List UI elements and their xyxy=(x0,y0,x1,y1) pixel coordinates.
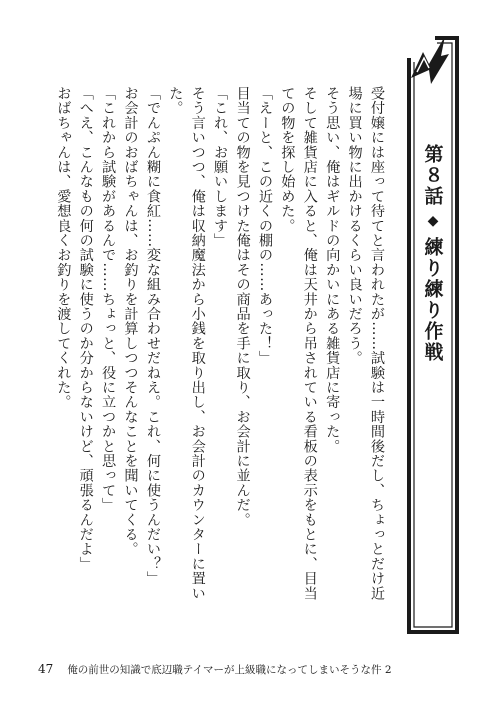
paragraph: 受付嬢には座って待てと言われたが……試験は一時間後だし、ちょっとだけ近場に買い物に出かけるくらい良いだろう。 xyxy=(346,86,385,601)
book-title: 俺の前世の知識で底辺職テイマーが上級職になってしまいそうな件 2 xyxy=(67,664,392,676)
page-footer xyxy=(38,662,392,677)
paragraph: 目当ての物を見つけた俺はその商品を手に取り、お会計に並んだ。 xyxy=(234,86,251,527)
chapter-name: 練り練り作戦 xyxy=(421,237,444,363)
paragraph: 「これから試験があるんで……ちょっと、役に立つかと思って」 xyxy=(100,86,117,513)
chapter-title xyxy=(413,144,453,363)
paragraph: 「えーと、この近くの棚の……あった！」 xyxy=(256,86,273,366)
paragraph: そう思い、俺はギルドの向かいにある雑貨店に寄った。 xyxy=(324,86,341,454)
paragraph: 「これ、お願いします」 xyxy=(212,86,229,248)
paragraph: 「へえ、こんなもの何の試験に使うのか分からないけど、頑張るんだよ」 xyxy=(77,86,94,572)
paragraph: 「でんぷん糊に食紅……変な組み合わせだねえ。これ、何に使うんだい？」 xyxy=(144,86,161,586)
body-text xyxy=(52,86,388,606)
diamond-icon: ◆ xyxy=(425,213,441,231)
chapter-heading-box xyxy=(405,32,461,644)
chapter-number: 第８話 xyxy=(421,144,444,207)
paragraph: お会計のおばちゃんは、お釣りを計算しつつそんなことを聞いてくる。 xyxy=(122,86,139,557)
paragraph: おばちゃんは、愛想良くお釣りを渡してくれた。 xyxy=(55,86,72,410)
paragraph: そう言いつつ、俺は収納魔法から小銭を取り出し、お会計のカウンターに置いた。 xyxy=(167,86,206,601)
page-number: 47 xyxy=(38,662,54,676)
paragraph: そして雑貨店に入ると、俺は天井から吊されている看板の表示をもとに、目当ての物を探し始めた。 xyxy=(279,86,318,601)
